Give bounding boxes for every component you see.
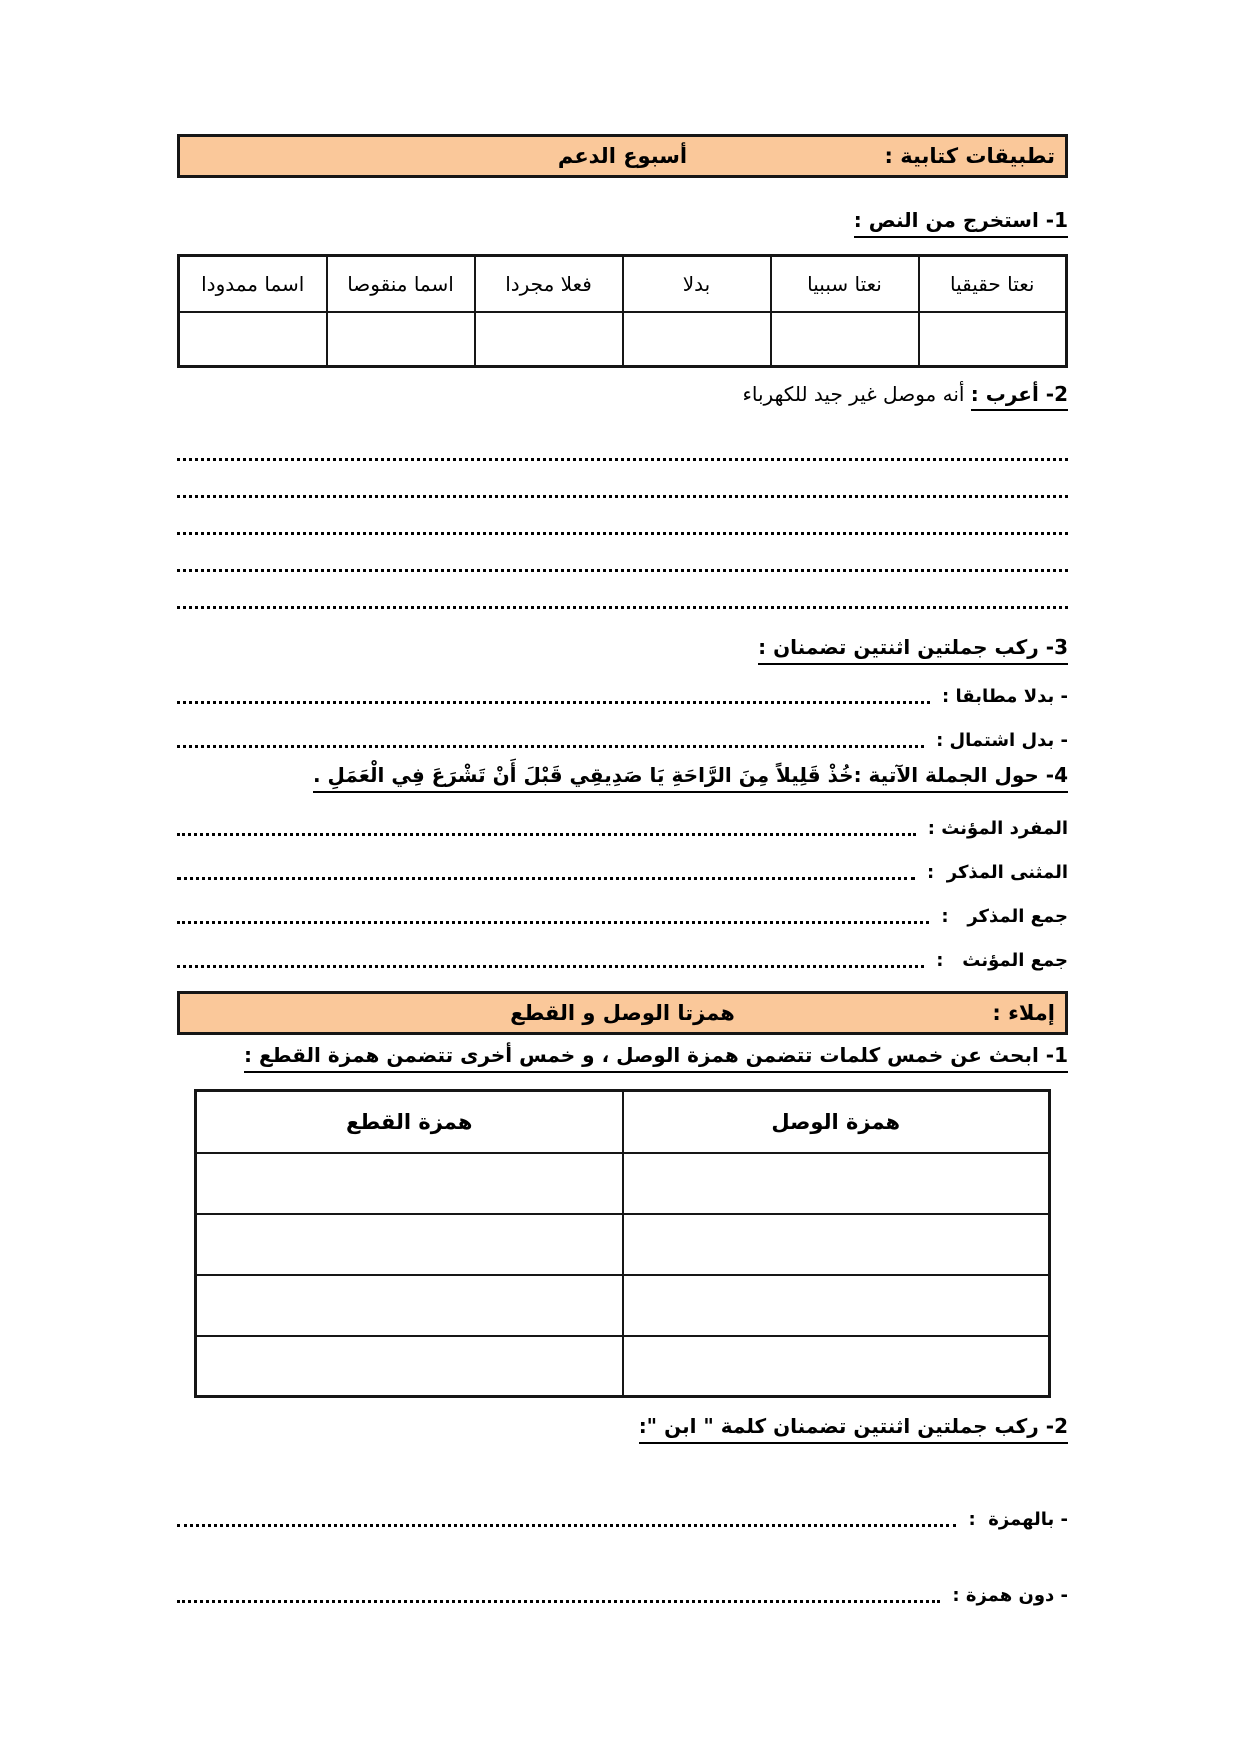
hamza-qat-column-header: همزة القطع xyxy=(196,1091,623,1153)
extraction-col-extended-noun: اسما ممدودا xyxy=(179,256,327,312)
section2-label: 2- أعرب : xyxy=(971,382,1068,411)
answer-line[interactable] xyxy=(177,745,924,748)
banner1-center-label: أسبوع الدعم xyxy=(557,144,688,168)
dictation1-title-row xyxy=(177,1043,1068,1073)
masculine-dual-label: المثنى المذكر : xyxy=(920,862,1068,883)
answer-cell[interactable] xyxy=(196,1275,623,1336)
inclusion-badal-label: - بدل اشتمال : xyxy=(929,730,1068,751)
section3-title: 3- ركب جملتين اثنتين تضمنان : xyxy=(758,635,1068,665)
answer-line[interactable] xyxy=(177,572,1068,609)
feminine-plural-line xyxy=(177,941,1068,971)
hamza-wasl-column-header: همزة الوصل xyxy=(623,1091,1050,1153)
answer-cell[interactable] xyxy=(623,1214,1050,1275)
dictation1-title: 1- ابحث عن خمس كلمات تتضمن همزة الوصل ، و خمس أخرى تتضمن همزة القطع : xyxy=(244,1043,1068,1073)
hamza-table-answer-row xyxy=(196,1214,1050,1275)
banner2-center-label: همزتا الوصل و القطع xyxy=(510,1001,735,1025)
answer-cell[interactable] xyxy=(196,1336,623,1397)
hamza-table-answer-row xyxy=(196,1336,1050,1397)
matching-badal-label: - بدلا مطابقا : xyxy=(935,686,1068,707)
extraction-col-badal: بدلا xyxy=(623,256,771,312)
with-hamza-line xyxy=(177,1500,1068,1530)
extraction-table-header-row xyxy=(179,256,1067,312)
hamza-table-wrap xyxy=(177,1089,1068,1398)
answer-cell[interactable] xyxy=(475,312,623,367)
hamza-table-header-row xyxy=(196,1091,1050,1153)
extraction-col-defective-noun: اسما منقوصا xyxy=(327,256,475,312)
answer-line[interactable] xyxy=(177,1600,940,1603)
without-hamza-line xyxy=(177,1576,1068,1606)
answer-cell[interactable] xyxy=(179,312,327,367)
answer-line[interactable] xyxy=(177,461,1068,498)
dictation2-title-row xyxy=(177,1414,1068,1444)
answer-cell[interactable] xyxy=(771,312,919,367)
answer-cell[interactable] xyxy=(196,1153,623,1214)
banner1-right-label: تطبيقات كتابية : xyxy=(884,144,1055,168)
answer-line[interactable] xyxy=(177,833,916,836)
extraction-table xyxy=(177,254,1068,368)
with-hamza-label: - بالهمزة : xyxy=(962,1509,1068,1530)
answer-line[interactable] xyxy=(177,921,929,924)
without-hamza-label: - دون همزة : xyxy=(946,1585,1068,1606)
answer-cell[interactable] xyxy=(919,312,1067,367)
answer-line[interactable] xyxy=(177,424,1068,461)
inclusion-badal-line xyxy=(177,721,1068,751)
section4-title-row xyxy=(177,763,1068,793)
answer-cell[interactable] xyxy=(623,1153,1050,1214)
hamza-table-answer-row xyxy=(196,1153,1050,1214)
matching-badal-line xyxy=(177,677,1068,707)
answer-cell[interactable] xyxy=(623,312,771,367)
extraction-col-bare-verb: فعلا مجردا xyxy=(475,256,623,312)
section1-title: 1- استخرج من النص : xyxy=(854,208,1068,238)
answer-line[interactable] xyxy=(177,1524,956,1527)
section2-title-row xyxy=(177,382,1068,406)
masculine-plural-label: جمع المذكر : xyxy=(935,906,1068,927)
answer-cell[interactable] xyxy=(327,312,475,367)
section4-sentence: خُذْ قَلِيلاً مِنَ الرَّاحَةِ يَا صَدِيقِي قَبْلَ أَنْ تَشْرَعَ فِي الْعَمَلِ . xyxy=(313,763,854,793)
feminine-plural-label: جمع المؤنث : xyxy=(930,950,1068,971)
answer-cell[interactable] xyxy=(623,1275,1050,1336)
dictation-banner xyxy=(177,991,1068,1035)
extraction-col-real-adjective: نعتا حقيقيا xyxy=(919,256,1067,312)
feminine-singular-label: المفرد المؤنث : xyxy=(921,818,1068,839)
answer-line[interactable] xyxy=(177,535,1068,572)
answer-cell[interactable] xyxy=(196,1214,623,1275)
answer-line[interactable] xyxy=(177,965,924,968)
section1-title-row xyxy=(177,208,1068,238)
writing-applications-banner xyxy=(177,134,1068,178)
answer-line[interactable] xyxy=(177,877,915,880)
hamza-table xyxy=(194,1089,1051,1398)
banner2-right-label: إملاء : xyxy=(992,1001,1055,1025)
section3-title-row xyxy=(177,635,1068,665)
section4-title: 4- حول الجملة الآتية : xyxy=(854,763,1068,793)
answer-cell[interactable] xyxy=(623,1336,1050,1397)
answer-line[interactable] xyxy=(177,498,1068,535)
answer-line[interactable] xyxy=(177,701,930,704)
hamza-table-answer-row xyxy=(196,1275,1050,1336)
masculine-dual-line xyxy=(177,853,1068,883)
masculine-plural-line xyxy=(177,897,1068,927)
section2-sentence: أنه موصل غير جيد للكهرباء xyxy=(742,382,971,406)
extraction-table-answer-row xyxy=(179,312,1067,367)
section2-answer-lines xyxy=(177,424,1068,609)
dictation2-title: 2- ركب جملتين اثنتين تضمنان كلمة " ابن ": xyxy=(639,1414,1068,1444)
feminine-singular-line xyxy=(177,809,1068,839)
extraction-col-causal-adjective: نعتا سببيا xyxy=(771,256,919,312)
